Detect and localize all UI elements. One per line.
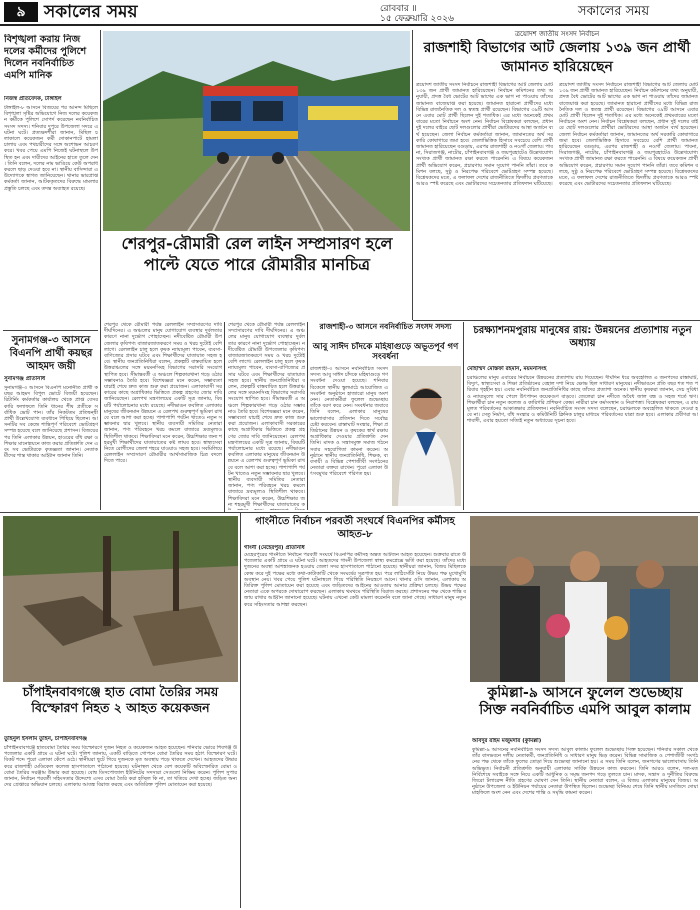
header-date: ১৫ ফেব্রুয়ারি ২০২৬: [380, 14, 454, 24]
subheadline: আবু সাঈদ চাঁদকে মহিষাগুড়ে অভূতপূর্ব গণ সংবর্ধনা: [312, 342, 459, 362]
headline: রাজশাহী-৩ আসনে নবনির্বাচিত সংসদ সদস্য: [319, 322, 452, 331]
article-body: চরাঞ্চলের মানুষ এবারের নির্বাচনে উন্নয়নের প্রত্যাশায় রায় দিয়েছেন। দীর্ঘদিন ধরে অবহেলিত এ জনপদের রাস্তাঘাট, বিদ্যুৎ, স্বাস্থ্যসেবা ও শিক্ষা প্রতিষ্ঠানের বেহাল দশা নিয়ে ক্ষোভ ছিল সাধারণ মানুষের। নদীভাঙনে প্রতি বছর শত শত পরিবার গৃহহীন হয়। এবার নবনির্বাচিত জনপ্রতিনিধির কাছে তাঁদের প্রত্যাশা অনেক। স্থানীয় কৃষকরা জানান, সেচ সুবিধা ও ন্যায্যমূল্যে সার পেলে উৎপাদন কয়েকগুণ বাড়বে। জেলেরা চান নদীতে অবৈধ জাল বন্ধ ও সহজ শর্তে ঋণ। শিক্ষার্থীরা চান নতুন কলেজ ও কারিগরি প্রশিক্ষণ কেন্দ্র। নারীরা চান কর্মসংস্থান ও নিরাপত্তা। বিশ্লেষকরা বলছেন, এ রায় মূলত পরিবর্তনের আকাঙ্ক্ষার প্রতিফলন। নবনির্বাচিত সংসদ সদস্য বলেছেন, চরাঞ্চলকে অবহেলিত থাকতে দেওয়া হবে না। সেতু নির্মাণ, বাঁধ সংস্কার ও কমিউনিটি ক্লিনিক চালুর মাধ্যমে পরিবর্তনের যাত্রা শুরু হবে। এলাকার প্রবীণরা আশাবাদী, এবার হয়তো সত্যিই নতুন অধ্যায়ের সূচনা হবে।: [467, 375, 698, 425]
headline: সুনামগঞ্জ-৩ আসনে বিএনপি প্রার্থী কয়ছর আহমদ জয়ী: [9, 335, 93, 372]
headline: কুমিল্লা-৯ আসনে ফুলেল শুভেচ্ছায় সিক্ত নবনির্বাচিত এমপি আবুল কালাম: [479, 685, 691, 718]
portrait-illustration: [392, 366, 461, 506]
story-comilla: [472, 685, 698, 903]
column-rule: [224, 322, 225, 512]
dateline: নিজস্ব প্রতিবেদক, টাঙ্গাইল: [4, 96, 62, 102]
story-tangail: [4, 34, 98, 327]
column-rule: [100, 30, 101, 510]
section-rule: [0, 512, 700, 513]
kicker: ত্রয়োদশ জাতীয় সংসদ নির্বাচন: [514, 30, 600, 38]
article-body-col2: শেরপুর থেকে রৌমারী পর্যন্ত রেললাইন সম্প্রসারণের দাবি দীর্ঘদিনের। এ অঞ্চলের মানুষ যোগাযোগ ব্যবস্থার দুর্বলতার কারণে নানা দুর্ভোগ পোহাচ্ছেন। নদীবেষ্টিত রৌমারী উপজেলার কৃষিপণ্য বাজারজাতকরণে সময় ও খরচ দুটোই বেশি লাগে। রেললাইন চালু হলে কৃষক ন্যায্যমূল্য পাবেন, ব্যবসা-বাণিজ্যের প্রসার ঘটবে এবং শিক্ষার্থীদের যাতায়াত সহজ হবে। স্থানীয় জনপ্রতিনিধিরা বলেন, প্রকল্পটি বাস্তবায়িত হলে উত্তরাঞ্চলের সঙ্গে ময়মনসিংহ বিভাগের সরাসরি সংযোগ স্থাপিত হবে। সীমান্তবর্তী এ অঞ্চলে শিল্পকারখানা গড়ে ওঠার সম্ভাবনাও তৈরি হবে। বিশেষজ্ঞরা মনে করেন, সম্ভাব্যতা যাচাই শেষে দ্রুত কাজ শুরু করা প্রয়োজন। এলাকাবাসী সরকারের কাছে অগ্রাধিকার ভিত্তিতে প্রকল্প গ্রহণের জোর দাবি জানিয়েছেন। রেলপথ মন্ত্রণালয়ের একটি সূত্র জানায়, বিষয়টি পর্যালোচনার মধ্যে রয়েছে। নদীভাঙন কবলিত এলাকার মানুষের জীবনমান উন্নয়নে এ রেলপথ গুরুত্বপূর্ণ ভূমিকা রাখবে বলে আশা করা হচ্ছে। পাশাপাশি পর্যটন খাতেও নতুন সম্ভাবনার দ্বার খুলবে। স্থানীয় ব্যবসায়ী সমিতির নেতারা জানান, পণ্য পরিবহনে খরচ কমলে বাজারে দ্রব্যমূল্যও স্থিতিশীল থাকবে। শিক্ষাবিদরা মনে করেন, উচ্চশিক্ষার জন্য শহরমুখী শিক্ষার্থীদের যাতায়াতের ক: [228, 322, 305, 508]
mp-portrait-photo: [392, 366, 461, 506]
headline: বিশৃঙ্খলা করায় নিজ দলের কর্মীদের পুলিশে দিলেন নবনির্বাচিত এমপি মানিক: [4, 34, 87, 81]
page-number: ৯: [4, 2, 38, 22]
article-body: চাঁপাইনবাবগঞ্জে হাতবোমা তৈরির সময় বিস্ফোরণে দুজন নিহত ও কয়েকজন আহত হয়েছেন। শনিবার ভোরে শিবগঞ্জ উপজেলার একটি গ্রামে এ ঘটনা ঘটে। পুলিশ জানায়, একটি বাড়িতে গোপনে বোমা তৈরির সময় হঠাৎ বিস্ফোরণ ঘটে। বিকট শব্দে পুরো এলাকা কেঁপে ওঠে। স্থানীয়রা ছুটে গিয়ে দুজনকে মৃত অবস্থায় পড়ে থাকতে দেখেন। আহতদের উদ্ধার করে রাজশাহী মেডিকেল কলেজ হাসপাতালে পাঠানো হয়েছে। ঘটনাস্থল থেকে বেশ কয়েকটি অবিস্ফোরিত বোমা ও বোমা তৈরির সরঞ্জাম উদ্ধার করা হয়েছে। বোম্ব ডিসপোজাল ইউনিটের সদস্যরা সেগুলো নিষ্ক্রিয় করেন। পুলিশ সুপার জানান, নির্বাচন পরবর্তী সহিংসতার উদ্দেশ্যে এসব বোমা তৈরি করা হচ্ছিল কি না, তা খতিয়ে দেখা হচ্ছে। জড়িত অন্যদের গ্রেপ্তারে অভিযান চলছে। এলাকায় আতঙ্ক বিরাজ করছে এবং অতিরিক্ত পুলিশ মোতায়েন করা হয়েছে।: [4, 745, 237, 789]
story-gangni: [244, 515, 466, 552]
train-photo: [103, 31, 410, 231]
story-separator: [3, 330, 98, 331]
story-rail: [104, 233, 410, 277]
column-rule: [240, 512, 241, 908]
story-rajshahi: [416, 30, 698, 79]
article-body-col1: ত্রয়োদশ জাতীয় সংসদ নির্বাচনে রাজশাহী বিভাগের আট জেলায় মোট ১৩৯ জন প্রার্থী জামানত হারিয়েছেন। নির্বাচন কমিশনের তথ্য অনুযায়ী, প্রদত্ত বৈধ ভোটের আট ভাগের এক ভাগ না পাওয়ায় তাঁদের জামানত বাজেয়াপ্ত করা হয়েছে। জামানত হারানো প্রার্থীদের মধ্যে বিভিন্ন রাজনৈতিক দল ও স্বতন্ত্র প্রার্থী রয়েছেন। বিভাগের ৩৯টি আসনে এবার মোট প্রার্থী ছিলেন দুই শতাধিক। এর মধ্যে অনেকেই প্রথমবারের মতো নির্বাচনে অংশ নেন। নির্বাচন বিশ্লেষকরা বলছেন, প্রধান দুই দলের বাইরে ছোট দলগুলোর প্রার্থীরা ভোটারদের আস্থা অর্জনে ব্যর্থ হয়েছেন। জেলা নির্বাচন কর্মকর্তারা জানান, জামানতের অর্থ সরকারি কোষাগারে জমা হবে। জেলাভিত্তিক হিসাবে সবচেয়ে বেশি প্রার্থী জামানত হারিয়েছেন বগুড়ায়, এরপর রাজশাহী ও নওগাঁ জেলায়। পাবনা, সিরাজগঞ্জ, নাটোর, চাঁপাইনবাবগঞ্জ ও জয়পুরহাটেও উল্লেখযোগ্য সংখ্যক প্রার্থী জামানত রক্ষা করতে পারেননি। এ বিষয়ে কয়েকজন প্রার্থী অভিযোগ করেন, প্রচারণায় সমান সুযোগ পাননি তাঁরা। তবে কমিশন বলছে, সুষ্ঠু ও নিরপেক্ষ পরিবেশে ভোটগ্রহণ সম্পন্ন হয়েছে। বিশ্লেষকদের মতে, এ ফলাফল দেশের রাজনীতিতে দ্বিদলীয় প্রবণতাকে আরও স্পষ্ট করেছে এবং ভোটারদের সচেতনতার প্রতিফলন ঘটিয়েছে।: [416, 82, 553, 188]
greeting-illustration: [470, 516, 698, 682]
article-body: সুনামগঞ্জ-৩ আসনে বিএনপি মনোনীত প্রার্থী কয়ছর আহমদ বিপুল ভোটে বিজয়ী হয়েছেন। রিটার্নিং কর্মকর্তার কার্যালয় থেকে প্রাপ্ত বেসরকারি ফলাফলে তিনি ধানের শীষ প্রতীকে সর্বাধিক ভোট পান। তাঁর নিকটতম প্রতিদ্বন্দ্বী প্রার্থী উল্লেখযোগ্য ব্যবধানে পিছিয়ে ছিলেন। আসনটির সব কেন্দ্রে শান্তিপূর্ণ পরিবেশে ভোটগ্রহণ সম্পন্ন হয়েছে বলে জানিয়েছে প্রশাসন। বিজয়ের পর তিনি এলাকার উন্নয়ন, হাওরের বাঁধ রক্ষা ও শিক্ষার মানোন্নয়নে কাজ করার প্রতিশ্রুতি দেন এবং সব ভোটারকে কৃতজ্ঞতা জানান। নেতাকর্মীদের শান্ত থাকার আহ্বান জানান তিনি।: [4, 385, 98, 460]
story-char: [467, 324, 698, 511]
article-body: মেহেরপুরের গাংনীতে নির্বাচন পরবর্তী সংঘর্ষে বিএনপির কর্মীসহ অন্তত আটজন আহত হয়েছেন। শুক্রবার রাতে উপজেলার একটি গ্রামে এ ঘটনা ঘটে। আহতদের গাংনী উপজেলা স্বাস্থ্য কমপ্লেক্সে ভর্তি করা হয়েছে। তাঁদের মধ্যে দুজনের অবস্থা আশঙ্কাজনক হওয়ায় জেলা সদর হাসপাতালে পাঠানো হয়েছে। স্থানীয়রা জানান, বিজয় মিছিলকে কেন্দ্র করে দুই পক্ষের মধ্যে কথা-কাটাকাটি থেকে সংঘর্ষের সূত্রপাত হয়। পরে লাঠিসোঁটা নিয়ে উভয় পক্ষ মুখোমুখি অবস্থান নেয়। খবর পেয়ে পুলিশ ঘটনাস্থলে গিয়ে পরিস্থিতি নিয়ন্ত্রণে আনে। থানার ওসি জানান, এলাকায় অতিরিক্ত পুলিশ মোতায়েন করা হয়েছে এবং জড়িতদের আইনের আওতায় আনার প্রক্রিয়া চলছে। উভয় পক্ষের নেতারা একে অপরকে দোষারোপ করছেন। এলাকায় থমথমে পরিস্থিতি বিরাজ করছে। প্রশাসনের পক্ষ থেকে শান্তি বজায় রাখার আহ্বান জানানো হয়েছে। ঘটনায় এখনো কেউ মামলা করেননি বলে জানা গেছে। সাধারণ মানুষ নতুন করে সহিংসতার আশঙ্কা করছেন।: [244, 552, 466, 608]
headline: চরক্ষ্যাশনমপুরায় মানুষের রায়: উন্নয়নের প্রত্যাশায় নতুন অধ্যায়: [473, 325, 692, 349]
article-body: কুমিল্লা-৯ আসনের নবনির্বাচিত সংসদ সদস্য আবুল কালাম ফুলেল শুভেচ্ছায় সিক্ত হয়েছেন। শনিবার সকাল থেকে তাঁর বাসভবনে দলীয় নেতাকর্মী, জনপ্রতিনিধি ও সাধারণ মানুষ ভিড় করেন। বিভিন্ন সামাজিক ও পেশাজীবী সংগঠনের পক্ষ থেকে তাঁকে ফুলের তোড়া দিয়ে শুভেচ্ছা জানানো হয়। এ সময় তিনি বলেন, জনগণের ভালোবাসায় তিনি অভিভূত। নির্বাচনী প্রতিশ্রুতি অনুযায়ী এলাকার সার্বিক উন্নয়নে কাজ করবেন। তিনি আরও বলেন, দল-মত নির্বিশেষে সবাইকে সঙ্গে নিয়ে একটি আধুনিক ও সমৃদ্ধ জনপদ গড়ে তুলতে চান। মাদক, সন্ত্রাস ও দুর্নীতির বিরুদ্ধে জিরো টলারেন্স নীতি গ্রহণের ঘোষণা দেন তিনি। স্থানীয় নেতারা বলেন, এ বিজয় এলাকার মানুষের বিজয়। অনুষ্ঠানে উপজেলা ও ইউনিয়ন পর্যায়ের নেতারা উপস্থিত ছিলেন। শুভেচ্ছা বিনিময় শেষে তিনি স্থানীয় মসজিদে দোয়া মাহফিলে অংশ নেন এবং দেশের শান্তি ও সমৃদ্ধি কামনা করেন।: [472, 747, 698, 797]
story-chapai: [4, 684, 237, 905]
column-rule: [307, 322, 308, 510]
article-body-col1: শেরপুর থেকে রৌমারী পর্যন্ত রেললাইন সম্প্রসারণের দাবি দীর্ঘদিনের। এ অঞ্চলের মানুষ যোগাযোগ ব্যবস্থার দুর্বলতার কারণে নানা দুর্ভোগ পোহাচ্ছেন। নদীবেষ্টিত রৌমারী উপজেলার কৃষিপণ্য বাজারজাতকরণে সময় ও খরচ দুটোই বেশি লাগে। রেললাইন চালু হলে কৃষক ন্যায্যমূল্য পাবেন, ব্যবসা-বাণিজ্যের প্রসার ঘটবে এবং শিক্ষার্থীদের যাতায়াত সহজ হবে। স্থানীয় জনপ্রতিনিধিরা বলেন, প্রকল্পটি বাস্তবায়িত হলে উত্তরাঞ্চলের সঙ্গে ময়মনসিংহ বিভাগের সরাসরি সংযোগ স্থাপিত হবে। সীমান্তবর্তী এ অঞ্চলে শিল্পকারখানা গড়ে ওঠার সম্ভাবনাও তৈরি হবে। বিশেষজ্ঞরা মনে করেন, সম্ভাব্যতা যাচাই শেষে দ্রুত কাজ শুরু করা প্রয়োজন। এলাকাবাসী সরকারের কাছে অগ্রাধিকার ভিত্তিতে প্রকল্প গ্রহণের জোর দাবি জানিয়েছেন। রেলপথ মন্ত্রণালয়ের একটি সূত্র জানায়, বিষয়টি পর্যালোচনার মধ্যে রয়েছে। নদীভাঙন কবলিত এলাকার মানুষের জীবনমান উন্নয়নে এ রেলপথ গুরুত্বপূর্ণ ভূমিকা রাখবে বলে আশা করা হচ্ছে। পাশাপাশি পর্যটন খাতেও নতুন সম্ভাবনার দ্বার খুলবে। স্থানীয় ব্যবসায়ী সমিতির নেতারা জানান, পণ্য পরিবহনে খরচ কমলে বাজারে দ্রব্যমূল্যও স্থিতিশীল থাকবে। শিক্ষাবিদরা মনে করেন, উচ্চশিক্ষার জন্য শহরমুখী শিক্ষার্থীদের যাতায়াতের কষ্ট লাঘব হবে। স্বাস্থ্যসেবা নিতে রোগীদের জেলা শহরে যাওয়াও সহজ হবে। সবমিলিয়ে রেললাইন সম্প্রসারণ রৌমারীর আর্থসামাজিক চিত্র বদলে দিতে পারে।: [104, 322, 222, 465]
blast-site-photo: [3, 516, 238, 682]
article-body: রাজশাহী-৩ আসনে নবনির্বাচিত সংসদ সদস্য আবু সাঈদ চাঁদকে মহিষাগুড়ে গণ সংবর্ধনা দেওয়া হয়েছে। শনিবার বিকেলে স্থানীয় স্কুলমাঠে আয়োজিত এ সংবর্ধনা অনুষ্ঠানে হাজারো মানুষ অংশ নেন। নেতাকর্মীরা ফুলেল শুভেচ্ছায় তাঁকে বরণ করে নেন। সংবর্ধনার জবাবে তিনি বলেন, এলাকার মানুষের ভালোবাসার প্রতিদান দিতে সর্বোচ্চ চেষ্টা করবেন। রাস্তাঘাট সংস্কার, শিক্ষা প্রতিষ্ঠানের উন্নয়ন ও কৃষকের স্বার্থ রক্ষায় অগ্রাধিকার দেওয়ার প্রতিশ্রুতি দেন তিনি। মাদক ও সন্ত্রাসমুক্ত সমাজ গঠনে সবার সহযোগিতা কামনা করেন। অনুষ্ঠানে স্থানীয় জনপ্রতিনিধি, শিক্ষক, ব্যবসায়ী ও বিভিন্ন পেশাজীবী সংগঠনের নেতারা বক্তব্য রাখেন। পুরো এলাকা উৎসবমুখর পরিবেশে পরিণত হয়।: [310, 366, 388, 478]
story-sunamganj: [4, 334, 98, 509]
blast-site-illustration: [3, 516, 238, 682]
dateline: মোহাম্মদ মোস্তফা রহমান, ময়মনসিংহ: [467, 366, 547, 372]
greeting-photo: [470, 516, 698, 682]
article-body-col2: ত্রয়োদশ জাতীয় সংসদ নির্বাচনে রাজশাহী বিভাগের আট জেলায় মোট ১৩৯ জন প্রার্থী জামানত হারিয়েছেন। নির্বাচন কমিশনের তথ্য অনুযায়ী, প্রদত্ত বৈধ ভোটের আট ভাগের এক ভাগ না পাওয়ায় তাঁদের জামানত বাজেয়াপ্ত করা হয়েছে। জামানত হারানো প্রার্থীদের মধ্যে বিভিন্ন রাজনৈতিক দল ও স্বতন্ত্র প্রার্থী রয়েছেন। বিভাগের ৩৯টি আসনে এবার মোট প্রার্থী ছিলেন দুই শতাধিক। এর মধ্যে অনেকেই প্রথমবারের মতো নির্বাচনে অংশ নেন। নির্বাচন বিশ্লেষকরা বলছেন, প্রধান দুই দলের বাইরে ছোট দলগুলোর প্রার্থীরা ভোটারদের আস্থা অর্জনে ব্যর্থ হয়েছেন। জেলা নির্বাচন কর্মকর্তারা জানান, জামানতের অর্থ সরকারি কোষাগারে জমা হবে। জেলাভিত্তিক হিসাবে সবচেয়ে বেশি প্রার্থী জামানত হারিয়েছেন বগুড়ায়, এরপর রাজশাহী ও নওগাঁ জেলায়। পাবনা, সিরাজগঞ্জ, নাটোর, চাঁপাইনবাবগঞ্জ ও জয়পুরহাটেও উল্লেখযোগ্য সংখ্যক প্রার্থী জামানত রক্ষা করতে পারেননি। এ বিষয়ে কয়েকজন প্রার্থী অভিযোগ করেন, প্রচারণায় সমান সুযোগ পাননি তাঁরা। তবে কমিশন বলছে, সুষ্ঠু ও নিরপেক্ষ পরিবেশে ভোটগ্রহণ সম্পন্ন হয়েছে। বিশ্লেষকদের মতে, এ ফলাফল দেশের রাজনীতিতে দ্বিদলীয় প্রবণতাকে আরও স্পষ্ট করেছে এবং ভোটারদের সচেতনতার প্রতিফলন ঘটিয়েছে।: [559, 82, 698, 188]
headline: শেরপুর-রৌমারী রেল লাইন সম্প্রসারণ হলে পাল্টে যেতে পারে রৌমারীর মানচিত্র: [121, 234, 393, 274]
section-rule: [413, 320, 700, 321]
column-rule: [412, 30, 413, 320]
article-body: টাঙ্গাইল-৮ আসনে বিজয়ের পর আনন্দ মিছিলে বিশৃঙ্খলা সৃষ্টির অভিযোগে নিজ দলের কয়েকজন কর্মীকে পুলিশে সোপর্দ করেছেন নবনির্বাচিত সংসদ সদস্য। শনিবার দুপুরে উপজেলা সদরে এ ঘটনা ঘটে। প্রত্যক্ষদর্শীরা জানান, মিছিল চলাকালে কয়েকজন কর্মী দোকানপাটে হামলা চালায় এবং পথচারীদের সঙ্গে অশোভন আচরণ করে। খবর পেয়ে এমপি নিজেই ঘটনাস্থলে উপস্থিত হন এবং দায়ীদের আইনের হাতে তুলে দেন। তিনি বলেন, দলের নাম ভাঙিয়ে কেউ অপরাধ করলে ছাড় দেওয়া হবে না। স্থানীয় বাসিন্দারা এ উদ্যোগকে স্বাগত জানিয়েছেন। থানার ভারপ্রাপ্ত কর্মকর্তা জানান, আটককৃতদের বিরুদ্ধে মামলার প্রস্তুতি চলছে এবং তদন্ত অব্যাহত রয়েছে।: [4, 105, 98, 192]
story-rajshahi3: [310, 322, 461, 508]
masthead-logo-right: সকালের সময়: [578, 4, 650, 19]
train-illustration: [103, 31, 410, 231]
page-header: [0, 0, 700, 26]
header-day: রোববার ॥: [380, 4, 417, 14]
dateline: গাংনী (মেহেরপুর) প্রতিনিধি: [244, 545, 305, 551]
dateline: সুনামগঞ্জ প্রতিনিধি: [4, 376, 46, 382]
headline: গাংনীতে নির্বাচন পরবর্তী সংঘর্ষে বিএনপির কর্মীসহ আহত-৮: [255, 516, 455, 540]
headline: চাঁপাইনবাবগঞ্জে হাত বোমা তৈরির সময় বিস্ফোরণ নিহত ২ আহত কয়েকজন: [22, 684, 219, 715]
dateline: আবদুর রহিম মজুমদার (কুমিল্লা): [472, 738, 542, 744]
headline: রাজশাহী বিভাগের আট জেলায় ১৩৯ জন প্রার্থী জামানত হারিয়েছেন: [423, 40, 691, 75]
dateline: তুহিনুল ইসলাম তুহিন, চাঁপাইনবাবগঞ্জ: [4, 736, 87, 742]
column-rule: [463, 322, 464, 510]
masthead-logo-left: সকালের সময়: [44, 2, 138, 22]
